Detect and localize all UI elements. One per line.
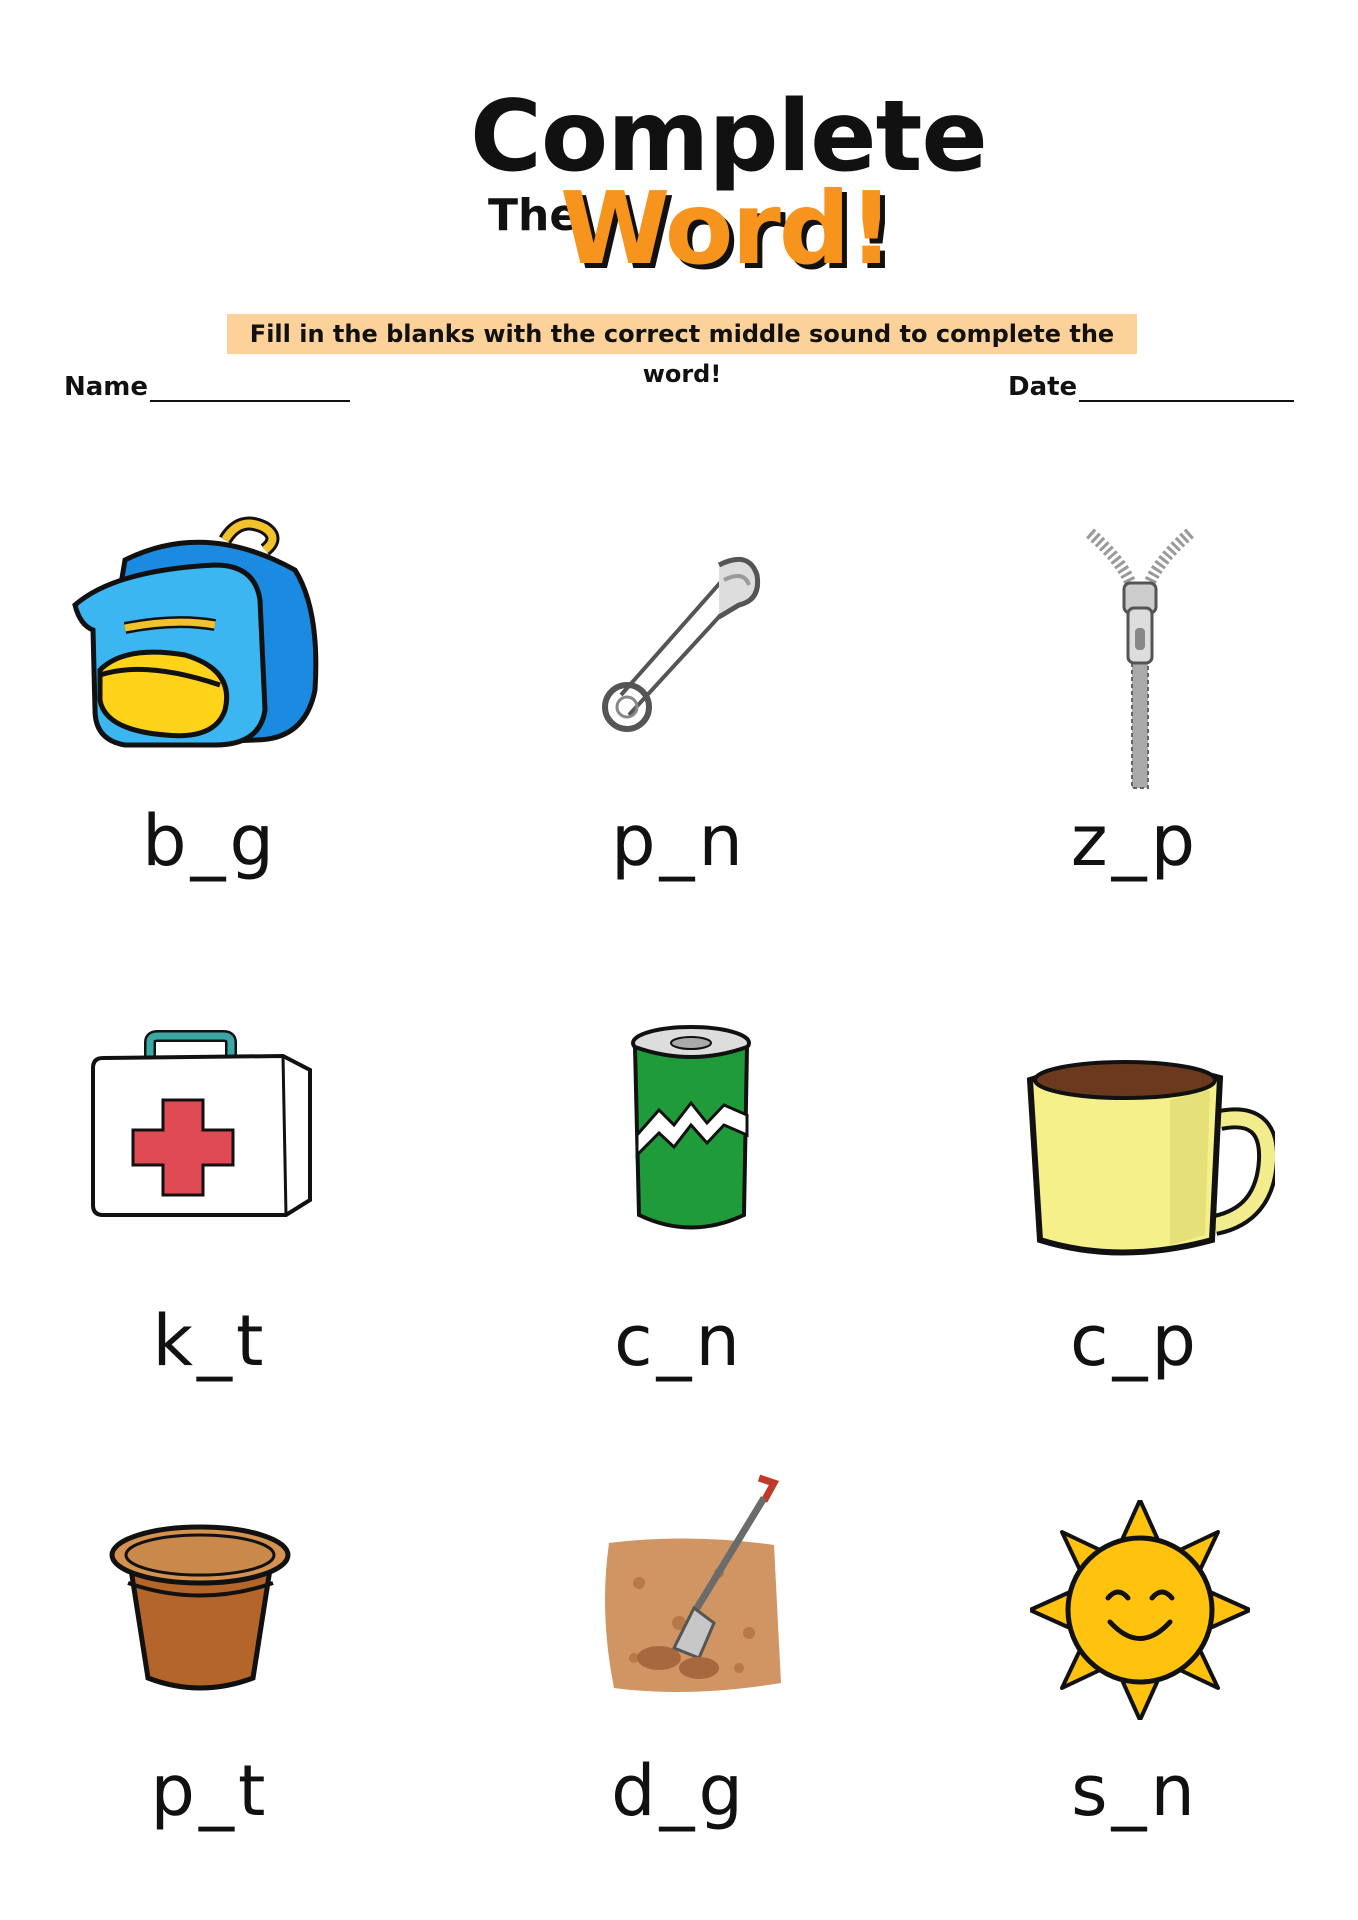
item-cup	[915, 950, 1355, 1390]
word-blank: p_n	[611, 800, 747, 882]
date-blank-line[interactable]	[1079, 400, 1294, 402]
word-blank: z_p	[1070, 800, 1200, 882]
flower-pot-icon	[108, 1523, 293, 1693]
zipper-icon	[1080, 528, 1200, 798]
dig-shovel-icon	[599, 1473, 784, 1703]
item-dig	[459, 1405, 899, 1845]
date-field[interactable]	[1008, 372, 1294, 402]
first-aid-kit-icon	[88, 1030, 313, 1220]
item-sun	[915, 1405, 1355, 1845]
name-blank-line[interactable]	[150, 400, 350, 402]
date-label: Date	[1008, 372, 1078, 402]
word-blank: c_p	[1070, 1300, 1200, 1382]
backpack-icon	[65, 510, 325, 750]
item-can	[459, 950, 899, 1390]
item-bag	[0, 500, 430, 940]
soda-can-icon	[629, 1025, 754, 1240]
word-blank: p_t	[150, 1750, 270, 1832]
title-the: The	[488, 190, 580, 241]
worksheet-title	[0, 60, 1358, 300]
name-field[interactable]	[64, 372, 350, 402]
word-blank: s_n	[1071, 1750, 1199, 1832]
mug-icon	[1020, 1050, 1275, 1265]
instruction-banner: Fill in the blanks with the correct middle sound to complete the word!	[227, 314, 1137, 354]
word-blank: k_t	[152, 1300, 268, 1382]
name-label: Name	[64, 372, 149, 402]
word-blank: d_g	[611, 1750, 747, 1832]
word-blank: b_g	[142, 800, 278, 882]
word-blank: c_n	[614, 1300, 744, 1382]
item-pin	[459, 500, 899, 940]
item-zip	[915, 500, 1355, 940]
title-complete: Complete	[470, 80, 987, 194]
item-pot	[0, 1405, 430, 1845]
safety-pin-icon	[599, 545, 769, 735]
item-kit	[0, 950, 430, 1390]
title-word: Word!	[560, 170, 892, 287]
sun-icon	[1030, 1500, 1250, 1720]
